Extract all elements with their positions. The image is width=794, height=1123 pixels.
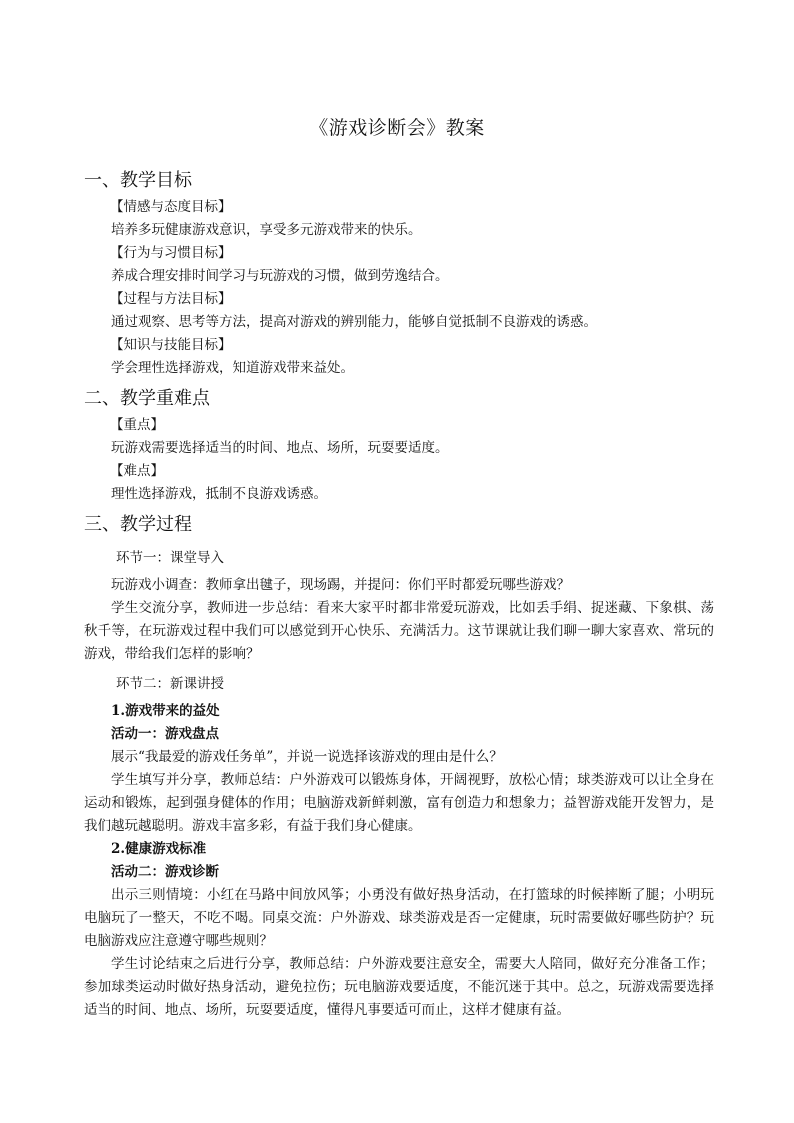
activity-1-paragraph-1: 展示“我最爱的游戏任务单”，并说一说选择该游戏的理由是什么？ — [111, 749, 503, 765]
step-1-paragraph-1: 玩游戏小调查：教师拿出毽子，现场踢，并提问：你们平时都爱玩哪些游戏？ — [111, 577, 570, 593]
section-heading-objectives: 一、教学目标 — [84, 170, 192, 191]
activity-1-paragraph-2: 学生填写并分享，教师总结：户外游戏可以锻炼身体，开阔视野，放松心情；球类游戏可以让全身在运动和锻炼，起到强身健体的作用；电脑游戏新鲜刺激，富有创造力和想象力；益智游戏能开发智力，是我们越玩越聪明。游戏丰富多彩，有益于我们身心健康。 — [84, 772, 714, 834]
objective-text-knowledge: 学会理性选择游戏，知道游戏带来益处。 — [111, 360, 354, 376]
activity-2-paragraph-2: 学生讨论结束之后进行分享，教师总结：户外游戏要注意安全，需要大人陪同，做好充分准备工作；参加球类运动时做好热身活动，避免拉伤；玩电脑游戏要适度，不能沉迷于其中。总之，玩游戏需要选择适当的时间、地点、场所，玩耍要适度，懂得凡事要适可而止，这样才健康有益。 — [84, 956, 714, 1018]
section-heading-key-points: 二、教学重难点 — [84, 388, 210, 409]
activity-1-label: 活动一：游戏盘点 — [111, 726, 219, 742]
objective-label-emotion: 【情感与态度目标】 — [110, 199, 232, 215]
step-1-paragraph-2: 学生交流分享，教师进一步总结：看来大家平时都非常爱玩游戏，比如丢手绢、捉迷藏、下象棋、荡秋千等，在玩游戏过程中我们可以感觉到开心快乐、充满活力。这节课就让我们聊一聊大家喜欢、常玩的游戏，带给我们怎样的影响？ — [84, 600, 714, 662]
objective-label-behavior: 【行为与习惯目标】 — [110, 245, 232, 261]
section-heading-process: 三、教学过程 — [84, 514, 192, 535]
document-body — [84, 164, 714, 1022]
key-point-text: 玩游戏需要选择适当的时间、地点、场所，玩耍要适度。 — [111, 440, 449, 456]
objective-text-process: 通过观察、思考等方法，提高对游戏的辨别能力，能够自觉抵制不良游戏的诱惑。 — [111, 314, 597, 330]
objective-text-emotion: 培养多玩健康游戏意识，享受多元游戏带来的快乐。 — [111, 222, 422, 238]
key-point-label: 【重点】 — [110, 417, 164, 433]
part-1-heading: 1.游戏带来的益处 — [111, 703, 220, 719]
difficulty-text: 理性选择游戏，抵制不良游戏诱惑。 — [111, 486, 327, 502]
document-title: 《游戏诊断会》教案 — [309, 117, 485, 139]
part-2-heading: 2.健康游戏标准 — [111, 841, 207, 857]
difficulty-label: 【难点】 — [110, 463, 164, 479]
step-2-label: 环节二：新课讲授 — [116, 676, 224, 692]
objective-label-knowledge: 【知识与技能目标】 — [110, 337, 232, 353]
step-1-label: 环节一：课堂导入 — [116, 550, 224, 566]
activity-2-label: 活动二：游戏诊断 — [111, 864, 219, 880]
objective-label-process: 【过程与方法目标】 — [110, 291, 232, 307]
activity-2-paragraph-1: 出示三则情境：小红在马路中间放风筝；小勇没有做好热身活动，在打篮球的时候摔断了腿；小明玩电脑玩了一整天，不吃不喝。同桌交流：户外游戏、球类游戏是否一定健康，玩时需要做好哪些防护？玩电脑游戏应注意遵守哪些规则？ — [84, 887, 714, 949]
objective-text-behavior: 养成合理安排时间学习与玩游戏的习惯，做到劳逸结合。 — [111, 268, 449, 284]
